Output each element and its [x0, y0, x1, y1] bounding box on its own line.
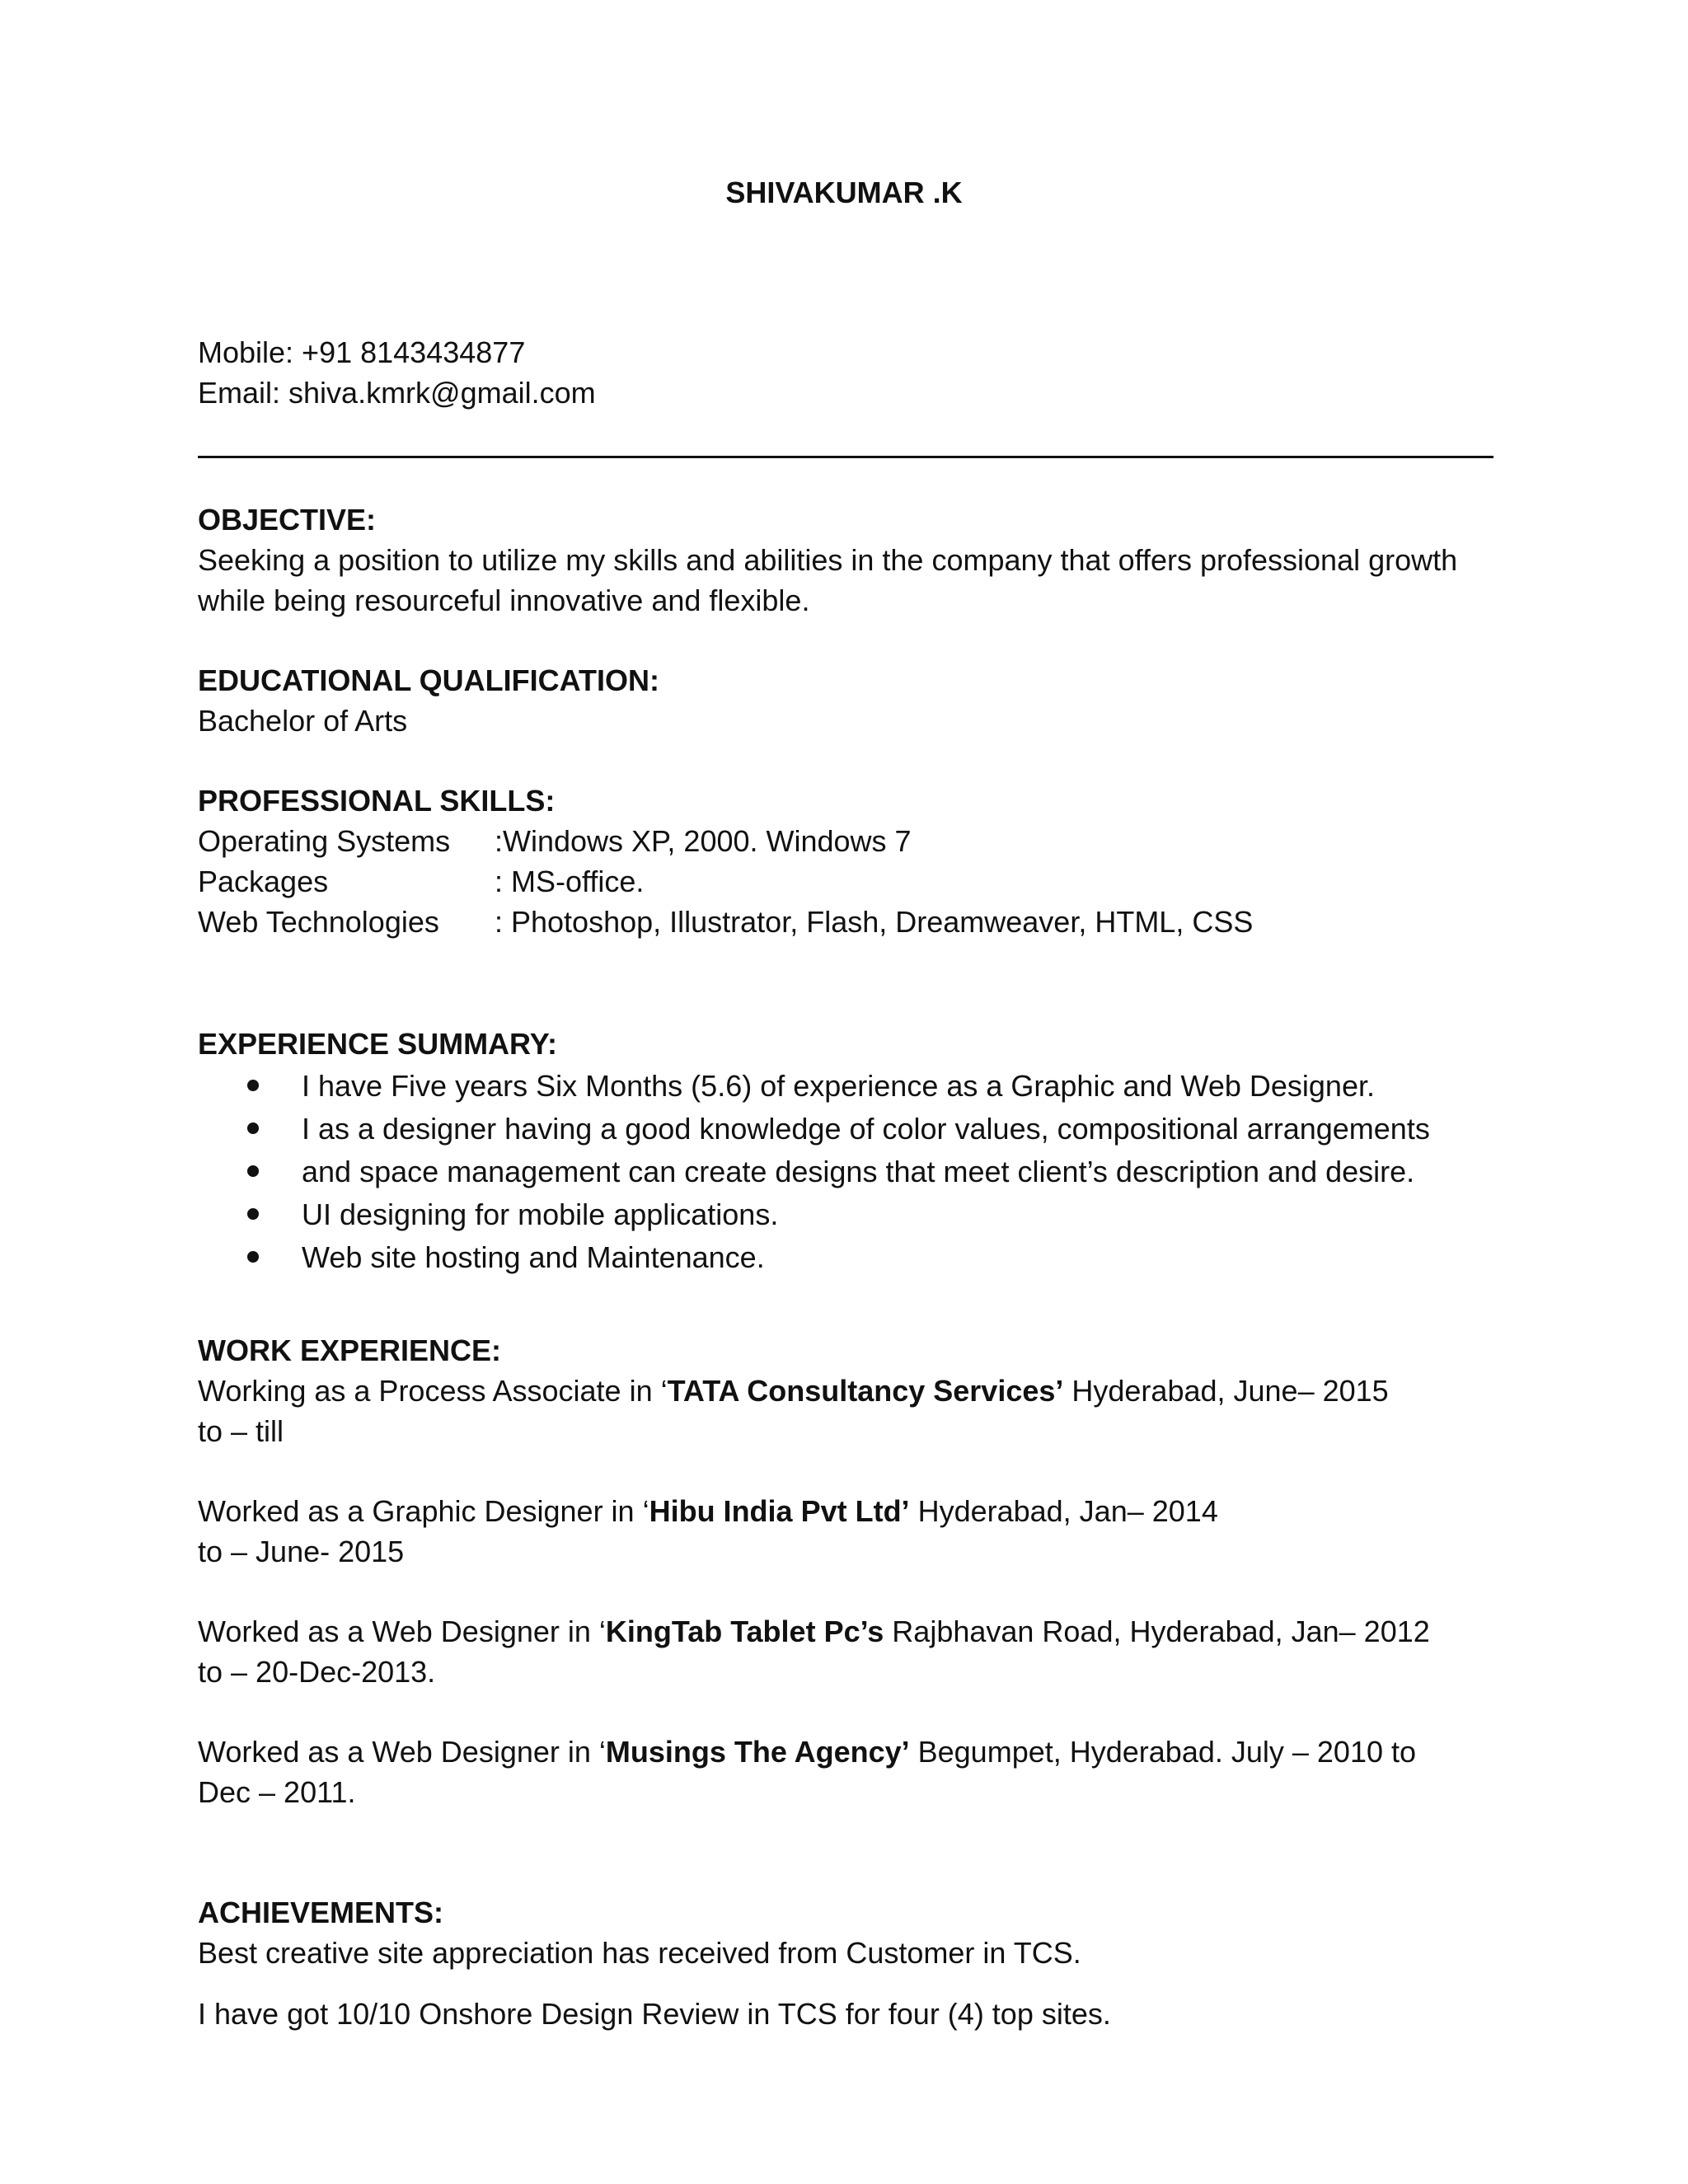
email-line: Email: shiva.kmrk@gmail.com [198, 376, 596, 410]
job-location-date: Begumpet, Hyderabad. July – 2010 to [909, 1735, 1417, 1769]
job-role: Worked as a Web Designer in ‘ [198, 1615, 606, 1648]
skill-value: :Windows XP, 2000. Windows 7 [495, 824, 912, 858]
summary-bullet [198, 1151, 1414, 1193]
bullet-icon [247, 1251, 259, 1263]
summary-text: I as a designer having a good knowledge of color values, compositional arrangements [302, 1112, 1430, 1146]
job-company: Hibu India Pvt Ltd’ [649, 1494, 910, 1528]
skill-row [198, 902, 1253, 942]
skill-label: Operating Systems [198, 824, 451, 858]
job-location-date: Rajbhavan Road, Hyderabad, Jan– 2012 [884, 1615, 1430, 1648]
summary-text: and space management can create designs that meet client’s description and desire. [302, 1155, 1415, 1188]
job-company: KingTab Tablet Pc’s [605, 1615, 884, 1648]
bullet-icon [247, 1208, 259, 1220]
job-role: Working as a Process Associate in ‘ [198, 1374, 668, 1408]
job-line [198, 1611, 1430, 1652]
summary-bullet [198, 1193, 778, 1236]
achievement-item: I have got 10/10 Onshore Design Review in TCS for four (4) top sites. [198, 1997, 1111, 2031]
skill-label: Packages [198, 865, 329, 898]
summary-bullet [198, 1065, 1375, 1108]
achievements-heading: ACHIEVEMENTS: [198, 1896, 444, 1929]
job-company: TATA Consultancy Services’ [667, 1374, 1064, 1408]
education-heading: EDUCATIONAL QUALIFICATION: [198, 663, 659, 697]
mobile-line: Mobile: +91 8143434877 [198, 335, 526, 369]
skill-value: : Photoshop, Illustrator, Flash, Dreamweaver, HTML, CSS [495, 905, 1254, 939]
summary-text: I have Five years Six Months (5.6) of experience as a Graphic and Web Designer. [302, 1069, 1375, 1103]
education-degree: Bachelor of Arts [198, 704, 408, 738]
summary-text: Web site hosting and Maintenance. [302, 1240, 765, 1274]
job-location-date: Hyderabad, June– 2015 [1063, 1374, 1389, 1408]
objective-line-2: while being resourceful innovative and flexible. [198, 583, 810, 617]
job-date-line: to – till [198, 1414, 284, 1448]
job-role: Worked as a Web Designer in ‘ [198, 1735, 606, 1769]
job-date-line: to – June- 2015 [198, 1535, 405, 1568]
job-line [198, 1732, 1416, 1772]
job-company: Musings The Agency’ [605, 1735, 910, 1769]
summary-text: UI designing for mobile applications. [302, 1197, 779, 1231]
objective-line-1: Seeking a position to utilize my skills and abilities in the company that offers professional growth [198, 543, 1458, 577]
job-location-date: Hyderabad, Jan– 2014 [909, 1494, 1218, 1528]
bullet-icon [247, 1080, 259, 1091]
objective-heading: OBJECTIVE: [198, 503, 377, 537]
skill-label: Web Technologies [198, 905, 439, 939]
skill-value: : MS-office. [495, 865, 645, 898]
bullet-icon [247, 1122, 259, 1134]
bullet-icon [247, 1165, 259, 1177]
header-divider [198, 456, 1493, 458]
job-date-line: to – 20-Dec-2013. [198, 1655, 436, 1689]
summary-bullet [198, 1236, 765, 1279]
job-line [198, 1371, 1389, 1411]
experience-summary-heading: EXPERIENCE SUMMARY: [198, 1027, 558, 1061]
job-role: Worked as a Graphic Designer in ‘ [198, 1494, 649, 1528]
job-line [198, 1491, 1218, 1531]
skills-heading: PROFESSIONAL SKILLS: [198, 784, 556, 818]
achievement-item: Best creative site appreciation has received from Customer in TCS. [198, 1936, 1081, 1970]
job-date-line: Dec – 2011. [198, 1775, 356, 1809]
work-experience-heading: WORK EXPERIENCE: [198, 1333, 502, 1367]
summary-bullet [198, 1108, 1430, 1151]
skill-row [198, 861, 644, 902]
candidate-name: SHIVAKUMAR .K [725, 176, 963, 209]
skill-row [198, 821, 912, 861]
